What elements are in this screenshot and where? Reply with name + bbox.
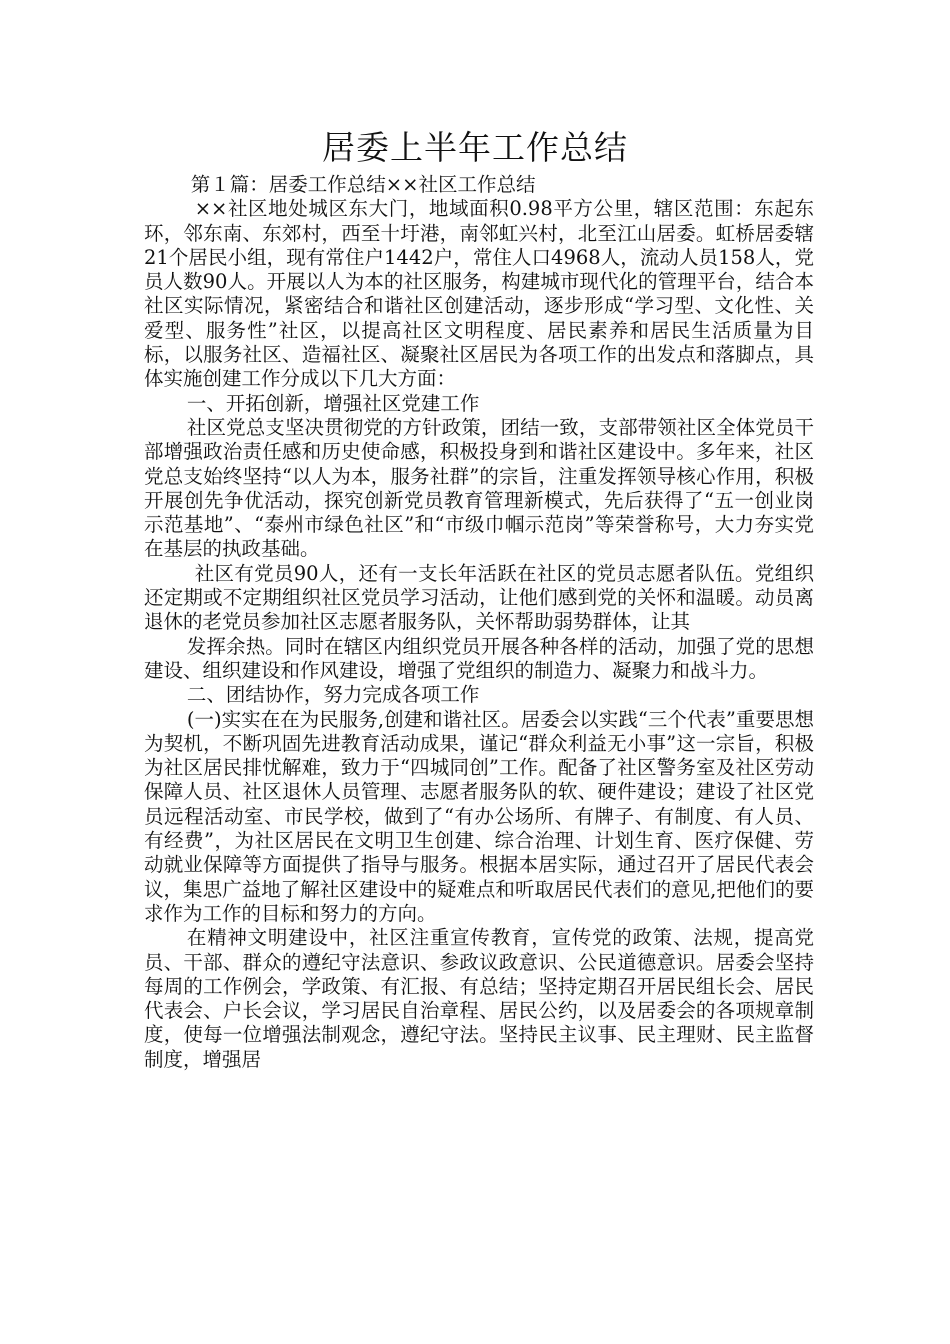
article-heading: 第１篇：居委工作总结××社区工作总结 [190, 173, 536, 196]
document-body [144, 173, 814, 1072]
document-title: 居委上半年工作总结 [322, 128, 628, 167]
paragraph-civilization: 在精神文明建设中，社区注重宣传教育，宣传党的政策、法规，提高党员、干部、群众的遵纪守法意识、参政议政意识、公民道德意识。居委会坚持每周的工作例会，学政策、有汇报、有总结；坚持定期召开居民组长会、居民代表会、户长会议，学习居民自治章程、居民公约，以及居委会的各项规章制度，使每一位增强法制观念，遵纪守法。坚持民主议事、民主理财、民主监督制度，增强居 [144, 926, 814, 1071]
paragraph-service: (一)实实在在为民服务,创建和谐社区。居委会以实践“三个代表”重要思想为契机，不断巩固先进教育活动成果，谨记“群众利益无小事”这一宗旨，积极为社区居民排忧解难，致力于“四城同创”工作。配备了社区警务室及社区劳动保障人员、社区退休人员管理、志愿者服务队的软、硬件建设；建设了社区党员远程活动室、市民学校，做到了“有办公场所、有牌子、有制度、有人员、有经费”，为社区居民在文明卫生创建、综合治理、计划生育、医疗保健、劳动就业保障等方面提供了指导与服务。根据本居实际，通过召开了居民代表会议，集思广益地了解社区建设中的疑难点和听取居民代表们的意见,把他们的要求作为工作的目标和努力的方向。 [144, 707, 814, 925]
paragraph-intro: ××社区地处城区东大门，地域面积0.98平方公里，辖区范围：东起东环，邻东南、东郊村，西至十圩港，南邻虹兴村，北至江山居委。虹桥居委辖21个居民小组，现有常住户1442户，常住人口4968人，流动人员158人，党员人数90人。开展以人为本的社区服务，构建城市现代化的管理平台，结合本社区实际情况，紧密结合和谐社区创建活动，逐步形成“学习型、文化性、关爱型、服务性”社区，以提高社区文明程度、居民素养和居民生活质量为目标，以服务社区、造福社区、凝聚社区居民为各项工作的出发点和落脚点，具体实施创建工作分成以下几大方面： [144, 197, 814, 391]
section-heading-2: 二、团结协作，努力完成各项工作 [186, 683, 480, 707]
section-heading-1: 一、开拓创新，增强社区党建工作 [186, 391, 480, 415]
paragraph-party-members: 社区有党员90人，还有一支长年活跃在社区的党员志愿者队伍。党组织还定期或不定期组织社区党员学习活动，让他们感到党的关怀和温暖。动员离退休的老党员参加社区志愿者服务队，关怀帮助弱势群体，让其 [144, 561, 814, 634]
paragraph-party-building: 社区党总支坚决贯彻党的方针政策，团结一致，支部带领社区全体党员干部增强政治责任感和历史使命感，积极投身到和谐社区建设中。多年来，社区党总支始终坚持“以人为本，服务社群”的宗旨，注重发挥领导核心作用，积极开展创先争优活动，探究创新党员教育管理新模式，先后获得了“五一创业岗示范基地”、“泰州市绿色社区”和“市级巾帼示范岗”等荣誉称号，大力夯实党在基层的执政基础。 [144, 415, 814, 561]
paragraph-play-role: 发挥余热。同时在辖区内组织党员开展各种各样的活动，加强了党的思想建设、组织建设和作风建设，增强了党组织的制造力、凝聚力和战斗力。 [144, 634, 814, 682]
